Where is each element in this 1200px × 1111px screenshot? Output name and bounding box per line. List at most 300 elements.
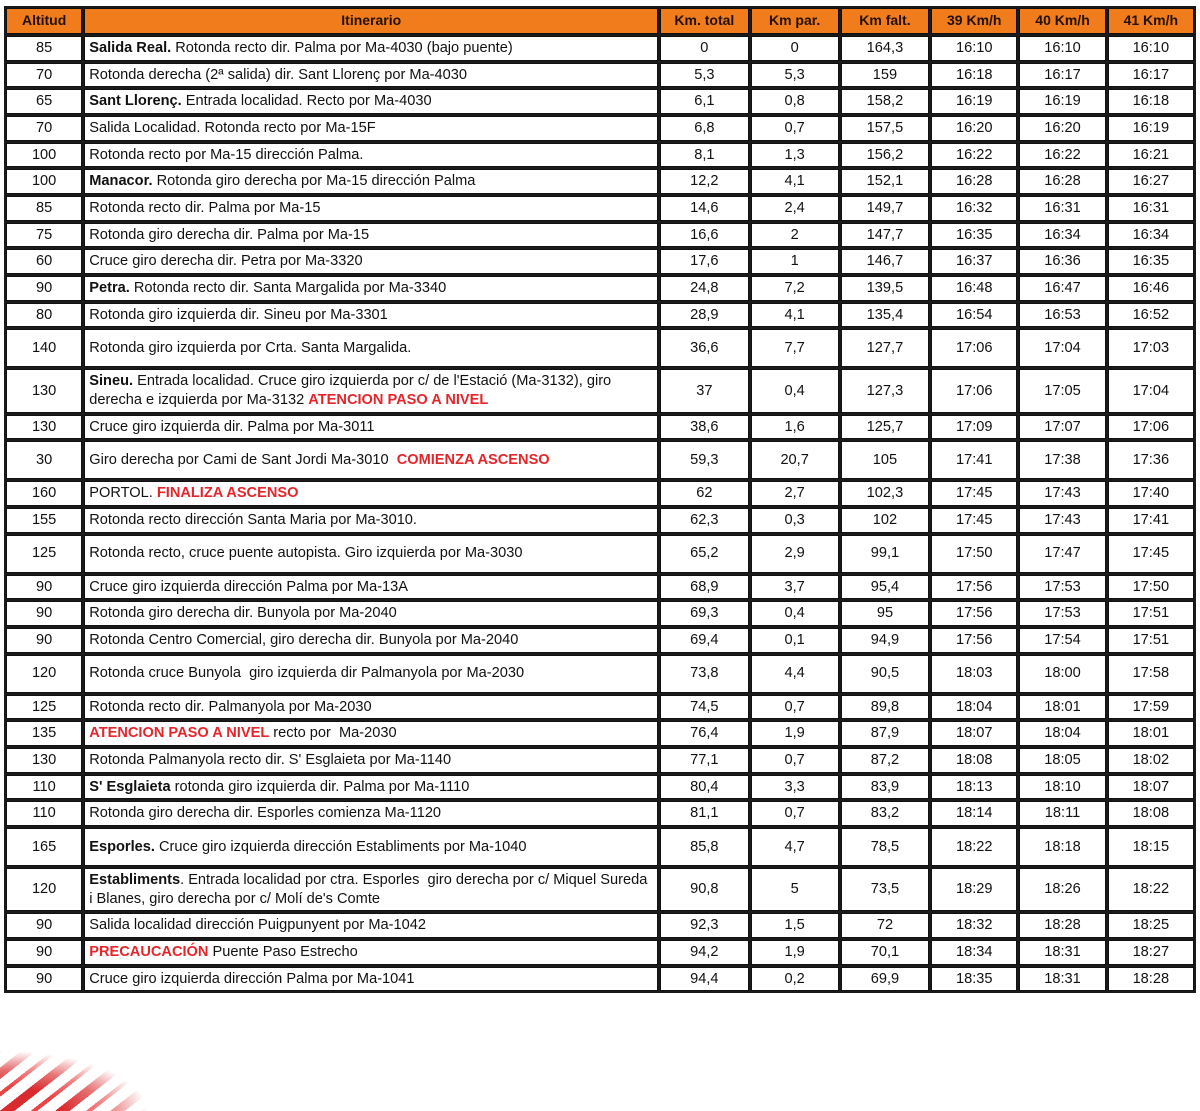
cell-altitud: 120 bbox=[6, 655, 82, 693]
cell-time-39: 17:06 bbox=[931, 369, 1017, 412]
cell-time-39: 17:45 bbox=[931, 508, 1017, 533]
cell-km-falt: 78,5 bbox=[841, 828, 929, 866]
column-header-altitud[interactable]: Altitud bbox=[6, 8, 82, 34]
cell-km-total: 59,3 bbox=[660, 441, 748, 479]
cell-time-40: 17:43 bbox=[1019, 508, 1105, 533]
cell-km-falt: 127,3 bbox=[841, 369, 929, 412]
table-row bbox=[6, 369, 1194, 412]
cell-km-par: 3,7 bbox=[751, 575, 839, 600]
cell-altitud: 155 bbox=[6, 508, 82, 533]
table-row bbox=[6, 196, 1194, 221]
cell-km-total: 24,8 bbox=[660, 276, 748, 301]
cell-km-total: 14,6 bbox=[660, 196, 748, 221]
table-row bbox=[6, 628, 1194, 653]
cell-time-39: 16:28 bbox=[931, 169, 1017, 194]
cell-time-41: 18:25 bbox=[1108, 913, 1194, 938]
table-row bbox=[6, 575, 1194, 600]
cell-altitud: 85 bbox=[6, 196, 82, 221]
table-row bbox=[6, 303, 1194, 328]
cell-time-41: 17:59 bbox=[1108, 695, 1194, 720]
table-header bbox=[6, 8, 1194, 34]
cell-km-falt: 152,1 bbox=[841, 169, 929, 194]
cell-altitud: 90 bbox=[6, 601, 82, 626]
cell-altitud: 90 bbox=[6, 913, 82, 938]
cell-time-40: 17:38 bbox=[1019, 441, 1105, 479]
table-row bbox=[6, 116, 1194, 141]
cell-time-40: 17:47 bbox=[1019, 535, 1105, 573]
cell-km-falt: 99,1 bbox=[841, 535, 929, 573]
cell-km-par: 0,2 bbox=[751, 967, 839, 992]
cell-km-falt: 73,5 bbox=[841, 868, 929, 911]
cell-itinerario: Sant Llorenç. Entrada localidad. Recto por Ma-4030 bbox=[84, 89, 658, 114]
cell-time-40: 17:04 bbox=[1019, 329, 1105, 367]
cell-itinerario: Rotonda cruce Bunyola giro izquierda dir Palmanyola por Ma-2030 bbox=[84, 655, 658, 693]
cell-time-39: 16:54 bbox=[931, 303, 1017, 328]
cell-km-total: 8,1 bbox=[660, 143, 748, 168]
cell-time-39: 18:13 bbox=[931, 775, 1017, 800]
cell-km-par: 0,1 bbox=[751, 628, 839, 653]
cell-km-falt: 158,2 bbox=[841, 89, 929, 114]
cell-time-40: 18:18 bbox=[1019, 828, 1105, 866]
cell-time-40: 16:31 bbox=[1019, 196, 1105, 221]
cell-km-falt: 95 bbox=[841, 601, 929, 626]
cell-km-total: 28,9 bbox=[660, 303, 748, 328]
cell-altitud: 90 bbox=[6, 575, 82, 600]
table-row bbox=[6, 535, 1194, 573]
column-header-km-total[interactable]: Km. total bbox=[660, 8, 748, 34]
table-row bbox=[6, 508, 1194, 533]
cell-time-40: 16:10 bbox=[1019, 36, 1105, 61]
cell-time-39: 16:48 bbox=[931, 276, 1017, 301]
cell-itinerario: ATENCION PASO A NIVEL recto por Ma-2030 bbox=[84, 721, 658, 746]
cell-time-39: 16:10 bbox=[931, 36, 1017, 61]
cell-km-total: 85,8 bbox=[660, 828, 748, 866]
cell-itinerario: Giro derecha por Cami de Sant Jordi Ma-3010 COMIENZA ASCENSO bbox=[84, 441, 658, 479]
table-row bbox=[6, 601, 1194, 626]
cell-altitud: 110 bbox=[6, 775, 82, 800]
table-row bbox=[6, 801, 1194, 826]
cell-time-39: 17:56 bbox=[931, 575, 1017, 600]
cell-km-par: 0,3 bbox=[751, 508, 839, 533]
table-row bbox=[6, 441, 1194, 479]
table-row bbox=[6, 868, 1194, 911]
table-row bbox=[6, 329, 1194, 367]
cell-time-40: 17:53 bbox=[1019, 601, 1105, 626]
cell-itinerario: Rotonda recto por Ma-15 dirección Palma. bbox=[84, 143, 658, 168]
cell-km-total: 73,8 bbox=[660, 655, 748, 693]
cell-itinerario: Petra. Rotonda recto dir. Santa Margalida por Ma-3340 bbox=[84, 276, 658, 301]
cell-km-total: 76,4 bbox=[660, 721, 748, 746]
cell-km-falt: 135,4 bbox=[841, 303, 929, 328]
cell-altitud: 90 bbox=[6, 628, 82, 653]
cell-km-total: 62 bbox=[660, 481, 748, 506]
cell-altitud: 70 bbox=[6, 63, 82, 88]
cell-altitud: 140 bbox=[6, 329, 82, 367]
column-header-km-par[interactable]: Km par. bbox=[751, 8, 839, 34]
table-row bbox=[6, 775, 1194, 800]
cell-altitud: 90 bbox=[6, 967, 82, 992]
cell-time-39: 16:22 bbox=[931, 143, 1017, 168]
cell-time-40: 16:34 bbox=[1019, 223, 1105, 248]
cell-itinerario: PORTOL. FINALIZA ASCENSO bbox=[84, 481, 658, 506]
cell-km-par: 1,6 bbox=[751, 415, 839, 440]
cell-km-falt: 90,5 bbox=[841, 655, 929, 693]
cell-km-total: 74,5 bbox=[660, 695, 748, 720]
cell-time-39: 18:07 bbox=[931, 721, 1017, 746]
cell-km-total: 37 bbox=[660, 369, 748, 412]
cell-km-total: 68,9 bbox=[660, 575, 748, 600]
cell-time-41: 17:58 bbox=[1108, 655, 1194, 693]
cell-km-total: 0 bbox=[660, 36, 748, 61]
cell-altitud: 110 bbox=[6, 801, 82, 826]
column-header-km-falt[interactable]: Km falt. bbox=[841, 8, 929, 34]
cell-km-total: 6,1 bbox=[660, 89, 748, 114]
cell-time-40: 18:05 bbox=[1019, 748, 1105, 773]
cell-km-total: 65,2 bbox=[660, 535, 748, 573]
cell-time-40: 18:00 bbox=[1019, 655, 1105, 693]
cell-itinerario: Sineu. Entrada localidad. Cruce giro izquierda por c/ de l'Estació (Ma-3132), giro derecha e izquierda por Ma-3132 ATENCION PASO A NIVEL bbox=[84, 369, 658, 412]
cell-km-falt: 105 bbox=[841, 441, 929, 479]
cell-km-falt: 147,7 bbox=[841, 223, 929, 248]
cell-time-40: 17:07 bbox=[1019, 415, 1105, 440]
cell-km-falt: 89,8 bbox=[841, 695, 929, 720]
cell-itinerario: Cruce giro derecha dir. Petra por Ma-3320 bbox=[84, 249, 658, 274]
cell-km-par: 0,4 bbox=[751, 601, 839, 626]
cell-time-39: 17:06 bbox=[931, 329, 1017, 367]
cell-time-39: 18:08 bbox=[931, 748, 1017, 773]
cell-itinerario: S' Esglaieta rotonda giro izquierda dir. Palma por Ma-1110 bbox=[84, 775, 658, 800]
cell-km-par: 4,7 bbox=[751, 828, 839, 866]
table-row bbox=[6, 223, 1194, 248]
cell-time-39: 17:56 bbox=[931, 628, 1017, 653]
column-header-speed-41[interactable]: 41 Km/h bbox=[1108, 8, 1194, 34]
cell-time-39: 18:34 bbox=[931, 940, 1017, 965]
cell-time-41: 18:01 bbox=[1108, 721, 1194, 746]
cell-itinerario: Rotonda giro izquierda dir. Sineu por Ma-3301 bbox=[84, 303, 658, 328]
cell-itinerario: Salida Localidad. Rotonda recto por Ma-15F bbox=[84, 116, 658, 141]
cell-km-falt: 102,3 bbox=[841, 481, 929, 506]
cell-km-par: 0,7 bbox=[751, 116, 839, 141]
cell-time-39: 18:22 bbox=[931, 828, 1017, 866]
cell-km-total: 69,3 bbox=[660, 601, 748, 626]
cell-km-total: 81,1 bbox=[660, 801, 748, 826]
cell-time-41: 18:22 bbox=[1108, 868, 1194, 911]
table-body bbox=[6, 36, 1194, 991]
cell-km-par: 5 bbox=[751, 868, 839, 911]
cell-time-41: 18:27 bbox=[1108, 940, 1194, 965]
cell-km-par: 4,4 bbox=[751, 655, 839, 693]
cell-time-39: 16:37 bbox=[931, 249, 1017, 274]
cell-km-par: 0,7 bbox=[751, 748, 839, 773]
cell-time-40: 17:05 bbox=[1019, 369, 1105, 412]
cell-km-total: 36,6 bbox=[660, 329, 748, 367]
cell-km-par: 4,1 bbox=[751, 169, 839, 194]
cell-time-39: 16:18 bbox=[931, 63, 1017, 88]
cell-itinerario: Rotonda recto dir. Palmanyola por Ma-2030 bbox=[84, 695, 658, 720]
cell-time-40: 16:28 bbox=[1019, 169, 1105, 194]
cell-km-falt: 83,2 bbox=[841, 801, 929, 826]
cell-altitud: 130 bbox=[6, 415, 82, 440]
cell-time-40: 16:19 bbox=[1019, 89, 1105, 114]
cell-time-41: 18:02 bbox=[1108, 748, 1194, 773]
cell-km-falt: 87,2 bbox=[841, 748, 929, 773]
cell-km-par: 2 bbox=[751, 223, 839, 248]
cell-time-41: 17:36 bbox=[1108, 441, 1194, 479]
cell-time-40: 18:04 bbox=[1019, 721, 1105, 746]
cell-km-falt: 70,1 bbox=[841, 940, 929, 965]
table-row bbox=[6, 913, 1194, 938]
cell-itinerario: Salida localidad dirección Puigpunyent por Ma-1042 bbox=[84, 913, 658, 938]
cell-km-par: 0 bbox=[751, 36, 839, 61]
itinerary-table bbox=[4, 6, 1196, 993]
cell-itinerario: Rotonda Palmanyola recto dir. S' Esglaieta por Ma-1140 bbox=[84, 748, 658, 773]
cell-km-falt: 72 bbox=[841, 913, 929, 938]
cell-time-40: 18:31 bbox=[1019, 967, 1105, 992]
header-row bbox=[6, 8, 1194, 34]
cell-km-total: 80,4 bbox=[660, 775, 748, 800]
cell-itinerario: Rotonda recto, cruce puente autopista. Giro izquierda por Ma-3030 bbox=[84, 535, 658, 573]
cell-time-41: 16:31 bbox=[1108, 196, 1194, 221]
cell-time-40: 16:53 bbox=[1019, 303, 1105, 328]
cell-time-40: 18:28 bbox=[1019, 913, 1105, 938]
cell-time-41: 17:51 bbox=[1108, 628, 1194, 653]
cell-km-falt: 149,7 bbox=[841, 196, 929, 221]
cell-km-total: 16,6 bbox=[660, 223, 748, 248]
cell-altitud: 120 bbox=[6, 868, 82, 911]
cell-km-falt: 157,5 bbox=[841, 116, 929, 141]
cell-altitud: 65 bbox=[6, 89, 82, 114]
cell-time-41: 16:52 bbox=[1108, 303, 1194, 328]
cell-time-39: 18:35 bbox=[931, 967, 1017, 992]
cell-altitud: 130 bbox=[6, 748, 82, 773]
cell-time-41: 16:34 bbox=[1108, 223, 1194, 248]
cell-km-total: 94,2 bbox=[660, 940, 748, 965]
column-header-itinerario[interactable]: Itinerario bbox=[84, 8, 658, 34]
cell-time-40: 16:22 bbox=[1019, 143, 1105, 168]
cell-time-39: 18:29 bbox=[931, 868, 1017, 911]
cell-time-40: 16:20 bbox=[1019, 116, 1105, 141]
cell-time-41: 17:50 bbox=[1108, 575, 1194, 600]
cell-time-41: 17:41 bbox=[1108, 508, 1194, 533]
table-row bbox=[6, 249, 1194, 274]
cell-km-par: 20,7 bbox=[751, 441, 839, 479]
cell-time-41: 17:40 bbox=[1108, 481, 1194, 506]
table-row bbox=[6, 481, 1194, 506]
table-row bbox=[6, 940, 1194, 965]
cell-time-40: 17:43 bbox=[1019, 481, 1105, 506]
cell-itinerario: Rotonda Centro Comercial, giro derecha dir. Bunyola por Ma-2040 bbox=[84, 628, 658, 653]
cell-time-40: 16:36 bbox=[1019, 249, 1105, 274]
table-row bbox=[6, 721, 1194, 746]
cell-km-par: 1,9 bbox=[751, 721, 839, 746]
cell-km-falt: 87,9 bbox=[841, 721, 929, 746]
cell-itinerario: Rotonda giro derecha dir. Bunyola por Ma-2040 bbox=[84, 601, 658, 626]
cell-time-39: 16:35 bbox=[931, 223, 1017, 248]
cell-altitud: 60 bbox=[6, 249, 82, 274]
cell-itinerario: Salida Real. Rotonda recto dir. Palma por Ma-4030 (bajo puente) bbox=[84, 36, 658, 61]
cell-time-39: 17:56 bbox=[931, 601, 1017, 626]
cell-time-39: 17:09 bbox=[931, 415, 1017, 440]
cell-itinerario: Rotonda giro izquierda por Crta. Santa Margalida. bbox=[84, 329, 658, 367]
cell-time-41: 16:35 bbox=[1108, 249, 1194, 274]
cell-km-falt: 159 bbox=[841, 63, 929, 88]
cell-km-falt: 94,9 bbox=[841, 628, 929, 653]
cell-km-falt: 127,7 bbox=[841, 329, 929, 367]
cell-time-41: 17:04 bbox=[1108, 369, 1194, 412]
cell-time-41: 16:19 bbox=[1108, 116, 1194, 141]
cell-km-total: 5,3 bbox=[660, 63, 748, 88]
cell-km-total: 6,8 bbox=[660, 116, 748, 141]
cell-altitud: 30 bbox=[6, 441, 82, 479]
cell-time-40: 18:11 bbox=[1019, 801, 1105, 826]
cell-time-41: 16:46 bbox=[1108, 276, 1194, 301]
cell-altitud: 125 bbox=[6, 695, 82, 720]
cell-itinerario: Rotonda recto dir. Palma por Ma-15 bbox=[84, 196, 658, 221]
cell-km-falt: 125,7 bbox=[841, 415, 929, 440]
cell-itinerario: Rotonda derecha (2ª salida) dir. Sant Llorenç por Ma-4030 bbox=[84, 63, 658, 88]
cell-itinerario: Esporles. Cruce giro izquierda dirección Establiments por Ma-1040 bbox=[84, 828, 658, 866]
cell-time-39: 17:45 bbox=[931, 481, 1017, 506]
cell-time-41: 17:06 bbox=[1108, 415, 1194, 440]
cell-km-par: 2,7 bbox=[751, 481, 839, 506]
cell-km-par: 0,8 bbox=[751, 89, 839, 114]
cell-time-40: 17:53 bbox=[1019, 575, 1105, 600]
cell-time-41: 16:10 bbox=[1108, 36, 1194, 61]
table-row bbox=[6, 967, 1194, 992]
cell-km-par: 5,3 bbox=[751, 63, 839, 88]
cell-itinerario: Cruce giro izquierda dirección Palma por Ma-13A bbox=[84, 575, 658, 600]
table-row bbox=[6, 276, 1194, 301]
cell-km-par: 7,2 bbox=[751, 276, 839, 301]
cell-time-39: 17:41 bbox=[931, 441, 1017, 479]
column-header-speed-40[interactable]: 40 Km/h bbox=[1019, 8, 1105, 34]
column-header-speed-39[interactable]: 39 Km/h bbox=[931, 8, 1017, 34]
cell-km-total: 92,3 bbox=[660, 913, 748, 938]
cell-altitud: 100 bbox=[6, 143, 82, 168]
cell-altitud: 80 bbox=[6, 303, 82, 328]
cell-altitud: 125 bbox=[6, 535, 82, 573]
cell-itinerario: Rotonda giro derecha dir. Esporles comienza Ma-1120 bbox=[84, 801, 658, 826]
cell-km-falt: 102 bbox=[841, 508, 929, 533]
cell-altitud: 70 bbox=[6, 116, 82, 141]
cell-itinerario: Rotonda giro derecha dir. Palma por Ma-15 bbox=[84, 223, 658, 248]
cell-time-41: 16:18 bbox=[1108, 89, 1194, 114]
cell-km-total: 69,4 bbox=[660, 628, 748, 653]
cell-altitud: 90 bbox=[6, 276, 82, 301]
cell-km-total: 17,6 bbox=[660, 249, 748, 274]
cell-km-falt: 164,3 bbox=[841, 36, 929, 61]
cell-km-par: 1,5 bbox=[751, 913, 839, 938]
cell-km-falt: 69,9 bbox=[841, 967, 929, 992]
cell-altitud: 160 bbox=[6, 481, 82, 506]
cell-time-39: 16:32 bbox=[931, 196, 1017, 221]
cell-itinerario: Rotonda recto dirección Santa Maria por Ma-3010. bbox=[84, 508, 658, 533]
cell-time-40: 17:54 bbox=[1019, 628, 1105, 653]
cell-time-40: 18:10 bbox=[1019, 775, 1105, 800]
cell-km-total: 12,2 bbox=[660, 169, 748, 194]
cell-time-39: 17:50 bbox=[931, 535, 1017, 573]
cell-time-41: 18:08 bbox=[1108, 801, 1194, 826]
cell-km-par: 0,7 bbox=[751, 695, 839, 720]
table-row bbox=[6, 415, 1194, 440]
table-row bbox=[6, 63, 1194, 88]
cell-time-41: 17:03 bbox=[1108, 329, 1194, 367]
cell-time-40: 18:31 bbox=[1019, 940, 1105, 965]
cell-itinerario: Manacor. Rotonda giro derecha por Ma-15 dirección Palma bbox=[84, 169, 658, 194]
cell-km-par: 2,9 bbox=[751, 535, 839, 573]
cell-time-40: 18:26 bbox=[1019, 868, 1105, 911]
cell-km-par: 2,4 bbox=[751, 196, 839, 221]
cell-altitud: 100 bbox=[6, 169, 82, 194]
cell-time-39: 18:14 bbox=[931, 801, 1017, 826]
cell-altitud: 90 bbox=[6, 940, 82, 965]
cell-time-41: 16:27 bbox=[1108, 169, 1194, 194]
cell-time-41: 17:45 bbox=[1108, 535, 1194, 573]
cell-itinerario: Cruce giro izquierda dir. Palma por Ma-3011 bbox=[84, 415, 658, 440]
cell-time-39: 18:32 bbox=[931, 913, 1017, 938]
cell-km-par: 1 bbox=[751, 249, 839, 274]
cell-time-41: 17:51 bbox=[1108, 601, 1194, 626]
table-row bbox=[6, 169, 1194, 194]
cell-time-39: 18:04 bbox=[931, 695, 1017, 720]
table-row bbox=[6, 695, 1194, 720]
cell-km-par: 1,9 bbox=[751, 940, 839, 965]
table-row bbox=[6, 828, 1194, 866]
decorative-red-stripes bbox=[0, 1021, 180, 1111]
cell-altitud: 75 bbox=[6, 223, 82, 248]
cell-km-par: 1,3 bbox=[751, 143, 839, 168]
cell-km-falt: 146,7 bbox=[841, 249, 929, 274]
cell-km-par: 0,7 bbox=[751, 801, 839, 826]
cell-km-par: 7,7 bbox=[751, 329, 839, 367]
cell-itinerario: Establiments. Entrada localidad por ctra. Esporles giro derecha por c/ Miquel Sureda i Blanes, giro derecha por c/ Molí de's Comte bbox=[84, 868, 658, 911]
cell-km-falt: 83,9 bbox=[841, 775, 929, 800]
cell-km-par: 4,1 bbox=[751, 303, 839, 328]
cell-km-falt: 95,4 bbox=[841, 575, 929, 600]
cell-time-40: 16:17 bbox=[1019, 63, 1105, 88]
cell-km-total: 90,8 bbox=[660, 868, 748, 911]
cell-km-falt: 139,5 bbox=[841, 276, 929, 301]
cell-itinerario: PRECAUCACIÓN Puente Paso Estrecho bbox=[84, 940, 658, 965]
cell-altitud: 165 bbox=[6, 828, 82, 866]
cell-km-total: 38,6 bbox=[660, 415, 748, 440]
cell-time-41: 16:21 bbox=[1108, 143, 1194, 168]
cell-km-falt: 156,2 bbox=[841, 143, 929, 168]
cell-km-total: 62,3 bbox=[660, 508, 748, 533]
table-row bbox=[6, 655, 1194, 693]
cell-altitud: 85 bbox=[6, 36, 82, 61]
cell-km-par: 3,3 bbox=[751, 775, 839, 800]
table-row bbox=[6, 36, 1194, 61]
cell-time-39: 16:20 bbox=[931, 116, 1017, 141]
cell-km-total: 77,1 bbox=[660, 748, 748, 773]
cell-km-total: 94,4 bbox=[660, 967, 748, 992]
cell-itinerario: Cruce giro izquierda dirección Palma por Ma-1041 bbox=[84, 967, 658, 992]
table-row bbox=[6, 143, 1194, 168]
cell-altitud: 130 bbox=[6, 369, 82, 412]
cell-time-41: 18:07 bbox=[1108, 775, 1194, 800]
cell-time-41: 18:28 bbox=[1108, 967, 1194, 992]
cell-time-41: 18:15 bbox=[1108, 828, 1194, 866]
cell-time-40: 16:47 bbox=[1019, 276, 1105, 301]
cell-km-par: 0,4 bbox=[751, 369, 839, 412]
cell-time-39: 16:19 bbox=[931, 89, 1017, 114]
cell-altitud: 135 bbox=[6, 721, 82, 746]
table-row bbox=[6, 89, 1194, 114]
cell-time-39: 18:03 bbox=[931, 655, 1017, 693]
cell-time-41: 16:17 bbox=[1108, 63, 1194, 88]
table-row bbox=[6, 748, 1194, 773]
